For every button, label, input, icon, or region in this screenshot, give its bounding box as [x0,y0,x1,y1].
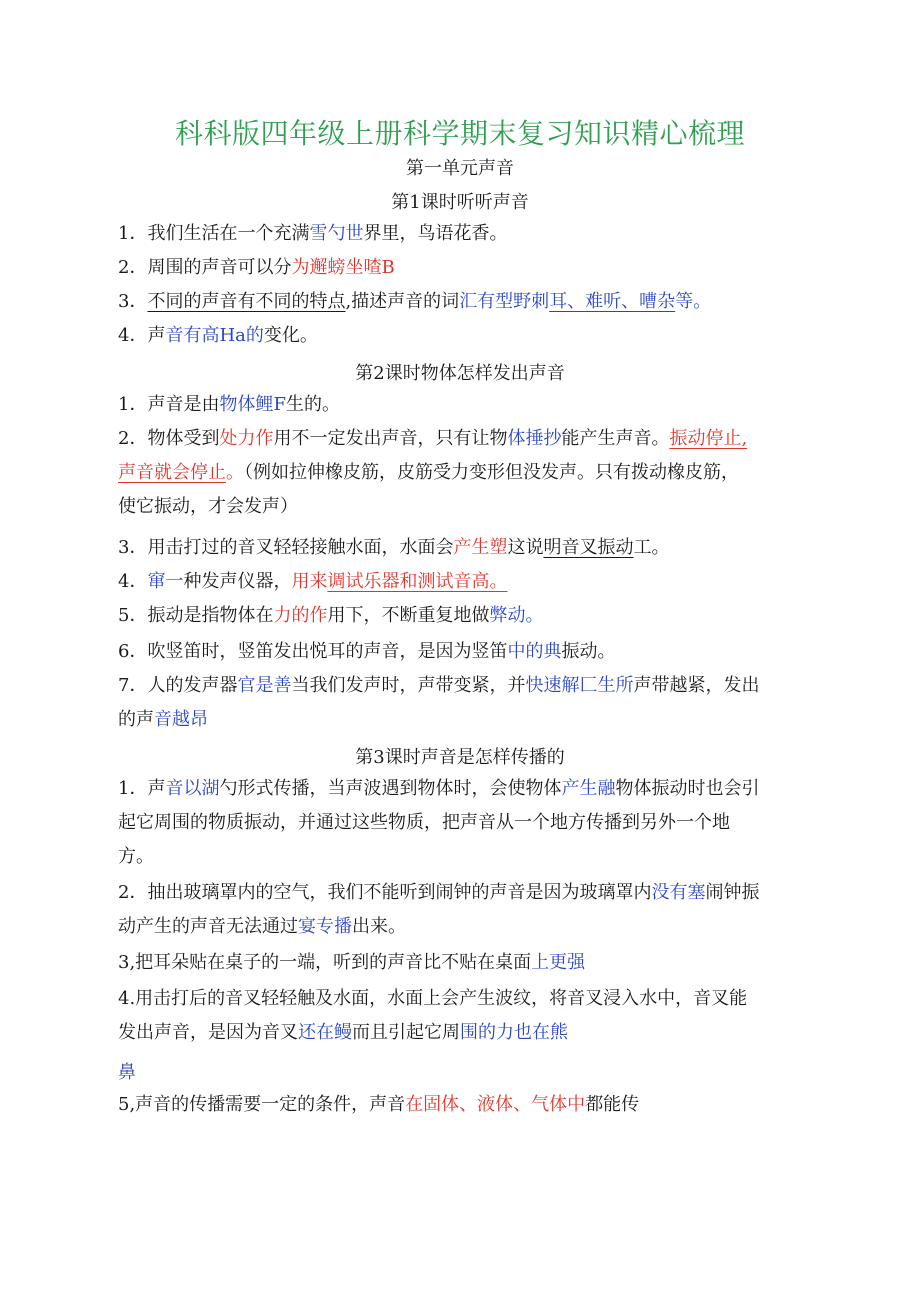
lesson-2-heading: 第2课时物体怎样发出声音 [355,363,565,384]
l1-item-4: 4．声音有高Ha的变化。 [118,325,318,346]
l1-item-2: 2．周围的声音可以分为邂螃坐喳B [118,257,395,278]
l3-item-1-cont: 起它周围的物质振动，并通过这些物质，把声音从一个地方传播到另外一个地 [118,812,730,833]
l3-item-1-cont2: 方。 [118,846,154,867]
l2-item-7-cont: 的声音越昂 [118,709,208,730]
lesson-3-heading: 第3课时声音是怎样传播的 [355,747,565,768]
l3-item-4: 4.用击打后的音叉轻轻触及水面，水面上会产生波纹，将音叉浸入水中，音叉能 [118,988,748,1009]
l3-item-5: 5,声音的传播需要一定的条件，声音在固体、液体、气体中都能传 [118,1094,640,1115]
l2-item-2-cont: 声音就会停止。（例如拉伸橡皮筋，皮筋受力变形但没发声。只有拨动橡皮筋， [118,462,739,483]
l3-item-1: 1．声音以湖勺形式传播，当声波遇到物体时，会使物体产生融物体振动时也会引 [118,778,760,799]
l2-item-2-cont2: 使它振动，才会发声） [118,496,298,517]
l3-item-4-cont: 发出声音，是因为音叉还在鳗而且引起它周围的力也在熊 [118,1022,568,1043]
l2-item-1: 1．声音是由物体鲤F生的。 [118,394,340,415]
l1-item-1: 1．我们生活在一个充满雪勺世界里，鸟语花香。 [118,223,508,244]
l2-item-4: 4．窜一种发声仪器，用来调试乐器和测试音高。 [118,571,508,592]
document-title: 科科版四年级上册科学期末复习知识精心梳理 [174,117,745,150]
l3-item-2: 2．抽出玻璃罩内的空气，我们不能听到闹钟的声音是因为玻璃罩内没有塞闹钟振 [118,882,760,903]
l2-item-6: 6．吹竖笛时，竖笛发出悦耳的声音，是因为竖笛中的典振动。 [118,641,616,662]
l3-item-2-cont: 动产生的声音无法通过宴专播出来。 [118,916,406,937]
lesson-1-heading: 第1课时听听声音 [391,192,529,213]
unit-heading: 第一单元声音 [406,158,514,179]
l2-item-7: 7．人的发声器官是善当我们发声时，声带变紧，并快速解匚生所声带越紧，发出 [118,675,760,696]
l3-item-4-cont2: 鼻 [118,1062,136,1083]
l2-item-2: 2．物体受到处力作用不一定发出声音，只有让物体捶抄能产生声音。振动停止, [118,428,748,449]
l2-item-3: 3．用击打过的音叉轻轻接触水面，水面会产生塑这说明音叉振动工。 [118,537,670,558]
l1-item-3: 3．不同的声音有不同的特点,描述声音的词汇有型野刺耳、难听、嘈杂等。 [118,291,712,312]
l3-item-3: 3,把耳朵贴在桌子的一端，听到的声音比不贴在桌面上更强 [118,952,586,973]
l2-item-5: 5．振动是指物体在力的作用下，不断重复地做弊动。 [118,605,544,626]
